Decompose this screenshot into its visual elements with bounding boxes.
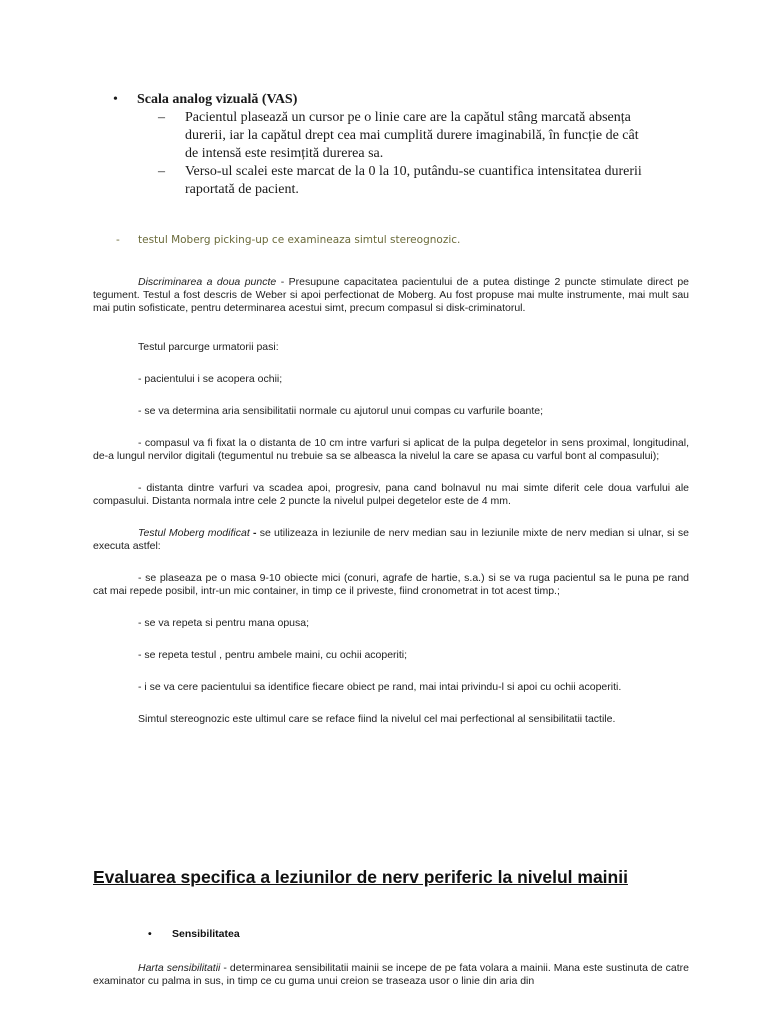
paragraph-moberg-step-4: - i se va cere pacientului sa identifice fiecare obiect pe rand, mai intai privindu-l si apoi cu ochii acoperiti.: [138, 681, 622, 693]
moberg-text: testul Moberg picking-up ce examineaza simtul stereognozic.: [138, 234, 461, 246]
section-heading: Evaluarea specifica a leziunilor de nerv periferic la nivelul mainii: [93, 867, 628, 887]
body-text: [93, 276, 689, 726]
paragraph-moberg-step-1: - se plaseaza pe o masa 9-10 obiecte mici (conuri, agrafe de hartie, s.a.) si se va ruga pacientul sa le puna pe rand cat mai repede posibil, intr-un mic container, in timp ce il priveste, fiind cronometrat in tot acest timp.;: [93, 572, 689, 597]
paragraph-step-3: - compasul va fi fixat la o distanta de 10 cm intre varfuri si aplicat de la pulpa degetelor in sens proximal, longitudinal, de-a lungul nervilor digitali (tegumentul nu trebuie sa se albeasca la nivelul la care se apasa cu varful bont al compasului);: [93, 437, 689, 462]
paragraph-moberg-step-2: - se va repeta si pentru mana opusa;: [138, 617, 310, 629]
term-harta: Harta sensibilitatii: [138, 962, 221, 974]
paragraph-discriminare: [93, 276, 689, 315]
paragraph-harta: [93, 962, 689, 988]
dash-marker: –: [158, 164, 165, 179]
vas-item-2: [113, 163, 653, 199]
vas-item-1-text: Pacientul plasează un cursor pe o linie care are la capătul stâng marcată absența durerii, iar la capătul drept cea mai cumplită durere imaginabilă, în funcție de cât de intensă este resimțită durerea sa.: [185, 110, 639, 161]
paragraph-moberg-step-3: - se repeta testul , pentru ambele maini, cu ochii acoperiti;: [138, 649, 408, 661]
dash-marker: –: [158, 110, 165, 125]
paragraph-steps-intro: Testul parcurge urmatorii pasi:: [138, 341, 279, 353]
paragraph-conclusion: Simtul stereognozic este ultimul care se reface fiind la nivelul cel mai perfectional al sensibilitatii tactile.: [138, 713, 616, 725]
vas-item-2-text: Verso-ul scalei este marcat de la 0 la 10, putându-se cuantifica intensitatea durerii raportată de pacient.: [185, 164, 642, 197]
dash-marker: -: [116, 234, 120, 246]
vas-title: Scala analog vizuală (VAS): [137, 92, 298, 107]
vas-section: [113, 91, 653, 199]
vas-item-1: [113, 109, 653, 163]
term-moberg-modificat: Testul Moberg modificat: [138, 527, 250, 539]
sensibilitatea-label: Sensibilitatea: [172, 928, 240, 940]
paragraph-step-2: - se va determina aria sensibilitatii normale cu ajutorul unui compas cu varfurile boante;: [138, 405, 544, 417]
paragraph-text: - determinarea sensibilitatii mainii se incepe de pe fata volara a mainii. Mana este sustinuta de catre examinator cu palma in sus, in timp ce cu guma unui creion se traseaza usor o linie din aria din: [93, 962, 689, 987]
sensibilitatea-list-item: [148, 928, 240, 940]
term-discriminarea: Discriminarea a doua puncte: [138, 276, 277, 288]
bullet-icon: •: [113, 92, 118, 107]
paragraph-text: se utilizeaza in leziunile de nerv median sau in leziunile mixte de nerv median si ulnar, si se executa astfel:: [93, 527, 689, 552]
vas-title-row: [113, 91, 653, 109]
paragraph-moberg-modificat: [93, 527, 689, 553]
bullet-icon: •: [148, 928, 152, 940]
paragraph-step-4: - distanta dintre varfuri va scadea apoi, progresiv, pana cand bolnavul nu mai simte diferit cele doua varfului ale compasului. Distanta normala intre cele 2 puncte la nivelul pulpei degetelor este de 4 mm.: [93, 482, 689, 507]
moberg-list-item: [116, 234, 460, 246]
paragraph-text: - Presupune capacitatea pacientului de a putea distinge 2 puncte stimulate direct pe tegument. Testul a fost descris de Weber si apoi perfectionat de Moberg. Au fost propuse mai multe instrumente, mai mult sau mai putin sofisticate, pentru determinarea acestui simt, precum compasul si disk-criminatorul.: [93, 276, 689, 314]
paragraph-step-1: - pacientului i se acopera ochii;: [138, 373, 283, 385]
term-separator: -: [249, 527, 260, 539]
